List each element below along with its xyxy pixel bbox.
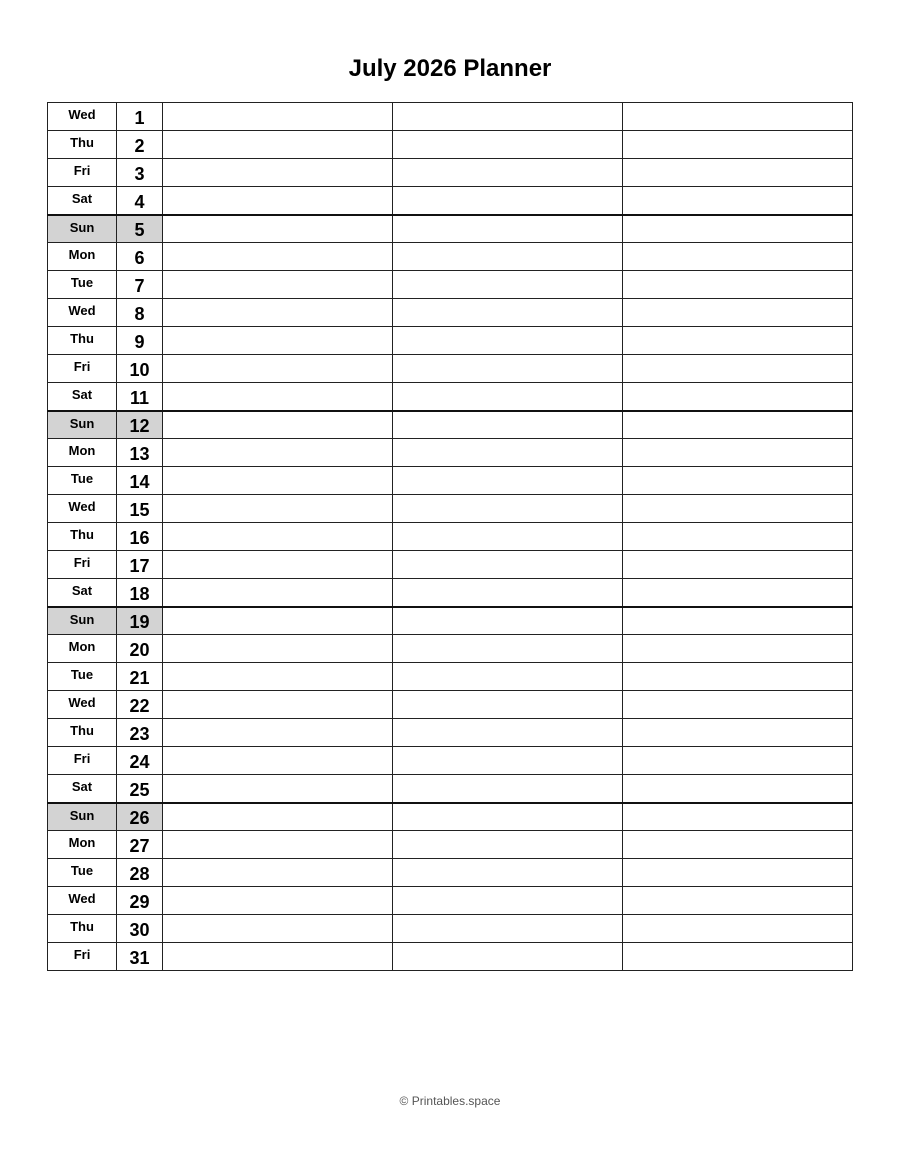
planner-body [48,103,853,971]
day-number: 25 [117,775,163,803]
note-cell-2[interactable] [393,271,623,299]
day-number: 20 [117,635,163,663]
day-number: 23 [117,719,163,747]
weekday-label: Wed [48,103,117,131]
day-row [48,887,853,915]
note-cell-1[interactable] [163,383,393,411]
day-number: 2 [117,131,163,159]
note-cell-3[interactable] [623,691,853,719]
note-cell-2[interactable] [393,439,623,467]
day-row [48,747,853,775]
weekday-label: Wed [48,299,117,327]
weekday-label: Sun [48,411,117,439]
note-cell-1[interactable] [163,327,393,355]
day-number: 24 [117,747,163,775]
day-number: 13 [117,439,163,467]
note-cell-2[interactable] [393,803,623,831]
weekday-label: Thu [48,719,117,747]
note-cell-3[interactable] [623,383,853,411]
note-cell-1[interactable] [163,467,393,495]
note-cell-3[interactable] [623,887,853,915]
day-number: 30 [117,915,163,943]
note-cell-2[interactable] [393,859,623,887]
day-row [48,439,853,467]
note-cell-3[interactable] [623,103,853,131]
day-number: 9 [117,327,163,355]
day-row [48,915,853,943]
weekday-label: Sun [48,215,117,243]
note-cell-3[interactable] [623,607,853,635]
weekday-label: Mon [48,243,117,271]
note-cell-1[interactable] [163,859,393,887]
weekday-label: Sat [48,383,117,411]
day-row [48,943,853,971]
note-cell-3[interactable] [623,551,853,579]
note-cell-1[interactable] [163,299,393,327]
day-number: 28 [117,859,163,887]
day-row [48,103,853,131]
day-number: 6 [117,243,163,271]
note-cell-2[interactable] [393,159,623,187]
note-cell-1[interactable] [163,915,393,943]
day-row [48,635,853,663]
weekday-label: Mon [48,439,117,467]
weekday-label: Tue [48,467,117,495]
day-number: 29 [117,887,163,915]
note-cell-3[interactable] [623,495,853,523]
weekday-label: Sat [48,579,117,607]
note-cell-1[interactable] [163,663,393,691]
day-row [48,719,853,747]
note-cell-3[interactable] [623,159,853,187]
weekday-label: Wed [48,887,117,915]
weekday-label: Mon [48,831,117,859]
weekday-label: Tue [48,271,117,299]
day-number: 11 [117,383,163,411]
note-cell-1[interactable] [163,159,393,187]
weekday-label: Fri [48,355,117,383]
day-row [48,775,853,803]
note-cell-2[interactable] [393,579,623,607]
note-cell-2[interactable] [393,747,623,775]
day-number: 17 [117,551,163,579]
weekday-label: Sat [48,775,117,803]
note-cell-1[interactable] [163,271,393,299]
day-row [48,243,853,271]
weekday-label: Fri [48,747,117,775]
weekday-label: Tue [48,859,117,887]
weekday-label: Fri [48,159,117,187]
note-cell-3[interactable] [623,215,853,243]
day-number: 26 [117,803,163,831]
day-number: 19 [117,607,163,635]
note-cell-1[interactable] [163,719,393,747]
note-cell-2[interactable] [393,887,623,915]
note-cell-3[interactable] [623,663,853,691]
weekday-label: Thu [48,327,117,355]
note-cell-3[interactable] [623,915,853,943]
day-row [48,299,853,327]
note-cell-3[interactable] [623,299,853,327]
note-cell-2[interactable] [393,943,623,971]
note-cell-3[interactable] [623,831,853,859]
weekday-label: Sun [48,607,117,635]
note-cell-1[interactable] [163,215,393,243]
weekday-label: Wed [48,691,117,719]
day-number: 31 [117,943,163,971]
note-cell-1[interactable] [163,551,393,579]
note-cell-3[interactable] [623,775,853,803]
day-number: 12 [117,411,163,439]
note-cell-3[interactable] [623,243,853,271]
note-cell-3[interactable] [623,327,853,355]
note-cell-3[interactable] [623,523,853,551]
day-number: 18 [117,579,163,607]
note-cell-2[interactable] [393,831,623,859]
note-cell-2[interactable] [393,383,623,411]
day-row [48,327,853,355]
day-row [48,495,853,523]
note-cell-3[interactable] [623,355,853,383]
note-cell-3[interactable] [623,859,853,887]
note-cell-3[interactable] [623,131,853,159]
weekday-label: Wed [48,495,117,523]
note-cell-2[interactable] [393,775,623,803]
day-row [48,159,853,187]
day-number: 10 [117,355,163,383]
note-cell-1[interactable] [163,943,393,971]
note-cell-2[interactable] [393,411,623,439]
day-number: 16 [117,523,163,551]
day-number: 15 [117,495,163,523]
note-cell-1[interactable] [163,803,393,831]
note-cell-1[interactable] [163,887,393,915]
day-row [48,355,853,383]
weekday-label: Thu [48,915,117,943]
note-cell-1[interactable] [163,187,393,215]
note-cell-1[interactable] [163,131,393,159]
note-cell-2[interactable] [393,299,623,327]
weekday-label: Thu [48,131,117,159]
day-number: 22 [117,691,163,719]
weekday-label: Fri [48,551,117,579]
note-cell-2[interactable] [393,355,623,383]
day-row [48,551,853,579]
day-row [48,607,853,635]
note-cell-3[interactable] [623,439,853,467]
day-row [48,579,853,607]
note-cell-1[interactable] [163,635,393,663]
day-row [48,131,853,159]
footer-credit: © Printables.space [399,1094,501,1108]
day-row [48,831,853,859]
day-number: 1 [117,103,163,131]
day-number: 7 [117,271,163,299]
note-cell-3[interactable] [623,943,853,971]
note-cell-2[interactable] [393,551,623,579]
day-number: 4 [117,187,163,215]
day-row [48,271,853,299]
note-cell-1[interactable] [163,495,393,523]
note-cell-1[interactable] [163,579,393,607]
note-cell-2[interactable] [393,131,623,159]
note-cell-3[interactable] [623,467,853,495]
note-cell-2[interactable] [393,243,623,271]
weekday-label: Thu [48,523,117,551]
note-cell-3[interactable] [623,635,853,663]
note-cell-2[interactable] [393,691,623,719]
note-cell-1[interactable] [163,523,393,551]
note-cell-1[interactable] [163,355,393,383]
day-number: 5 [117,215,163,243]
day-row [48,663,853,691]
day-number: 14 [117,467,163,495]
note-cell-3[interactable] [623,411,853,439]
day-row [48,803,853,831]
day-row [48,215,853,243]
note-cell-3[interactable] [623,187,853,215]
weekday-label: Sun [48,803,117,831]
weekday-label: Mon [48,635,117,663]
note-cell-2[interactable] [393,467,623,495]
note-cell-2[interactable] [393,187,623,215]
day-number: 8 [117,299,163,327]
day-number: 27 [117,831,163,859]
note-cell-1[interactable] [163,775,393,803]
day-row [48,467,853,495]
note-cell-2[interactable] [393,607,623,635]
note-cell-1[interactable] [163,747,393,775]
note-cell-1[interactable] [163,439,393,467]
note-cell-3[interactable] [623,803,853,831]
note-cell-1[interactable] [163,243,393,271]
note-cell-1[interactable] [163,831,393,859]
note-cell-2[interactable] [393,495,623,523]
note-cell-1[interactable] [163,691,393,719]
day-row [48,523,853,551]
day-row [48,691,853,719]
note-cell-2[interactable] [393,215,623,243]
note-cell-3[interactable] [623,719,853,747]
planner-table [47,102,853,971]
day-number: 3 [117,159,163,187]
note-cell-3[interactable] [623,747,853,775]
note-cell-3[interactable] [623,271,853,299]
day-row [48,859,853,887]
note-cell-2[interactable] [393,719,623,747]
weekday-label: Sat [48,187,117,215]
day-number: 21 [117,663,163,691]
note-cell-2[interactable] [393,663,623,691]
note-cell-1[interactable] [163,607,393,635]
day-row [48,187,853,215]
note-cell-3[interactable] [623,579,853,607]
note-cell-2[interactable] [393,523,623,551]
day-row [48,383,853,411]
weekday-label: Fri [48,943,117,971]
note-cell-1[interactable] [163,411,393,439]
note-cell-2[interactable] [393,327,623,355]
note-cell-2[interactable] [393,103,623,131]
note-cell-1[interactable] [163,103,393,131]
day-row [48,411,853,439]
note-cell-2[interactable] [393,915,623,943]
weekday-label: Tue [48,663,117,691]
note-cell-2[interactable] [393,635,623,663]
page-title: July 2026 Planner [348,55,552,82]
